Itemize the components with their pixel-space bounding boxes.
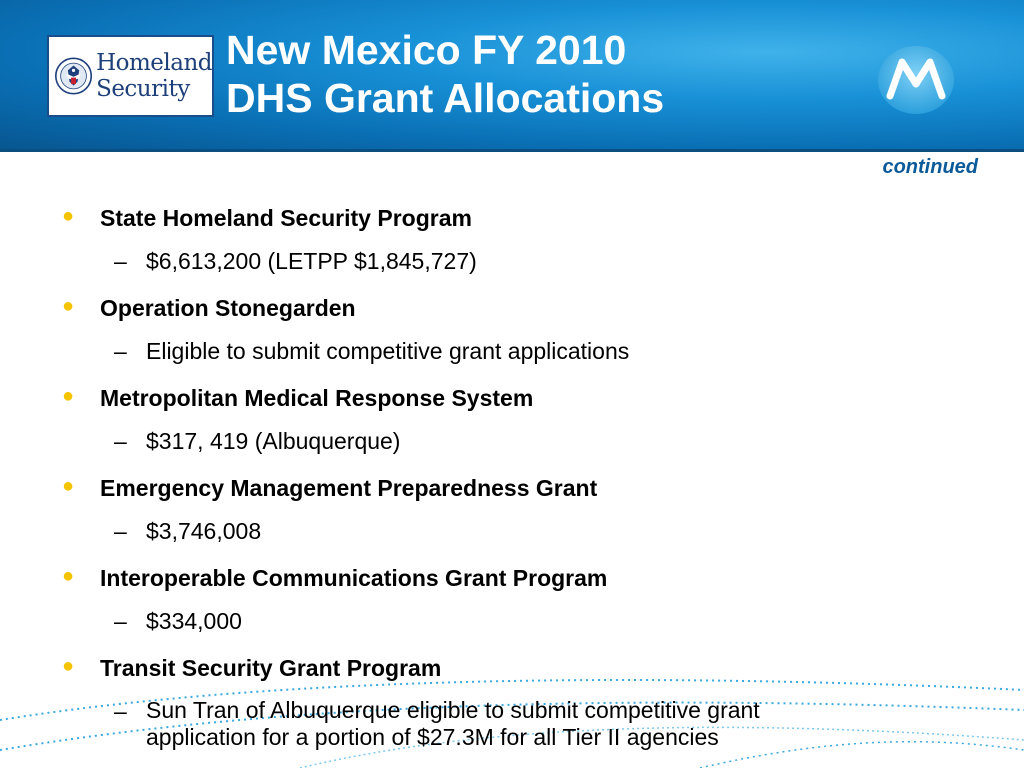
bullet-heading	[62, 560, 962, 592]
bullet-icon: ●	[62, 655, 75, 677]
program-detail-line1: Sun Tran of Albuquerque eligible to submit competitive grant	[146, 697, 760, 723]
program-name: Metropolitan Medical Response System	[100, 385, 534, 411]
sub-item	[62, 337, 962, 365]
dash-icon: –	[114, 518, 127, 544]
program-name: Interoperable Communications Grant Program	[100, 565, 608, 591]
dhs-wordmark-line2: Security	[96, 76, 190, 102]
program-name: Transit Security Grant Program	[100, 655, 442, 681]
slide-title-line1: New Mexico FY 2010	[226, 27, 627, 73]
grant-list	[62, 200, 962, 766]
dhs-wordmark-line1: Homeland	[96, 50, 212, 76]
bullet-icon: ●	[62, 205, 75, 227]
bullet-heading	[62, 650, 962, 682]
list-item	[62, 200, 962, 275]
program-detail: $6,613,200 (LETPP $1,845,727)	[146, 248, 477, 274]
sub-item	[62, 427, 962, 455]
dash-icon: –	[114, 698, 127, 724]
list-item	[62, 560, 962, 635]
bullet-icon: ●	[62, 385, 75, 407]
program-detail: $334,000	[146, 608, 242, 634]
dash-icon: –	[114, 338, 127, 364]
program-name: Emergency Management Preparedness Grant	[100, 475, 598, 501]
header-banner	[0, 0, 1024, 152]
dash-icon: –	[114, 428, 127, 454]
motorola-logo-icon	[876, 44, 956, 116]
dhs-wordmark	[96, 50, 212, 102]
program-detail-line2: application for a portion of $27.3M for all Tier II agencies	[146, 724, 719, 750]
program-name: State Homeland Security Program	[100, 205, 472, 231]
sub-item	[62, 247, 962, 275]
bullet-heading	[62, 380, 962, 412]
bullet-icon: ●	[62, 295, 75, 317]
bullet-icon: ●	[62, 565, 75, 587]
program-detail: $317, 419 (Albuquerque)	[146, 428, 401, 454]
bullet-heading	[62, 290, 962, 322]
program-detail: $3,746,008	[146, 518, 262, 544]
bullet-icon: ●	[62, 475, 75, 497]
slide-title	[226, 26, 846, 122]
bullet-heading	[62, 200, 962, 232]
list-item	[62, 650, 962, 751]
continued-label: continued	[882, 156, 978, 178]
bullet-heading	[62, 470, 962, 502]
slide-title-line2: DHS Grant Allocations	[226, 75, 665, 121]
program-name: Operation Stonegarden	[100, 295, 356, 321]
dhs-seal-icon	[55, 53, 92, 99]
list-item	[62, 290, 962, 365]
dhs-logo	[47, 35, 214, 117]
sub-item	[62, 517, 962, 545]
sub-item	[62, 607, 962, 635]
list-item	[62, 380, 962, 455]
list-item	[62, 470, 962, 545]
sub-item	[62, 697, 962, 751]
program-detail: Eligible to submit competitive grant applications	[146, 338, 630, 364]
dash-icon: –	[114, 608, 127, 634]
dash-icon: –	[114, 248, 127, 274]
